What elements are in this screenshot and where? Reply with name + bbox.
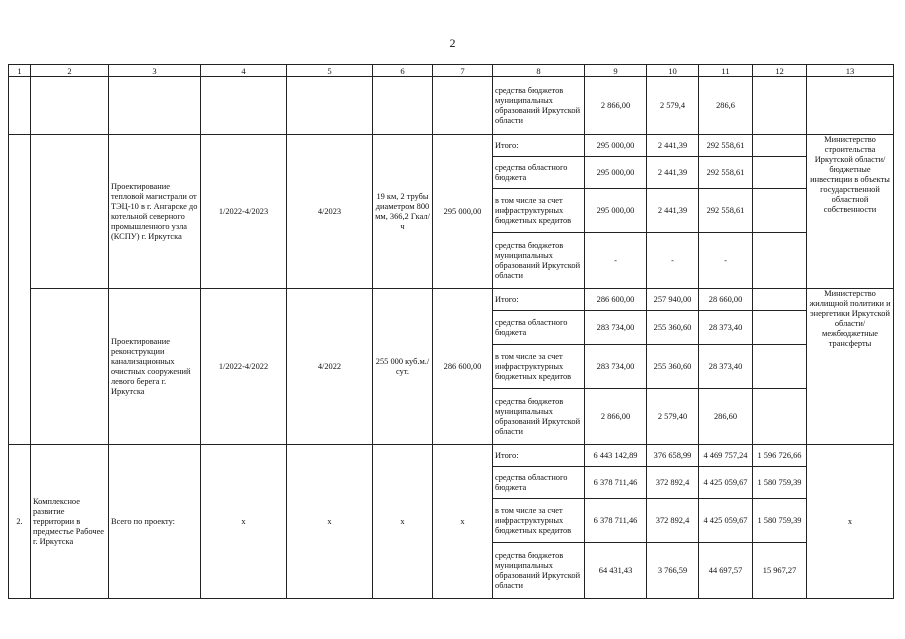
- funding-source: средства бюджетов муниципальных образований Иркутской области: [493, 389, 585, 445]
- funding-source: средства областного бюджета: [493, 157, 585, 189]
- funding-source: средства областного бюджета: [493, 311, 585, 345]
- value-cell: 2 866,00: [585, 389, 647, 445]
- value-cell: 1 596 726,66: [753, 445, 807, 467]
- value-cell: 286,6: [699, 77, 753, 135]
- col-header: 12: [753, 65, 807, 77]
- project-period: 1/2022-4/2023: [201, 135, 287, 289]
- funding-source: в том числе за счет инфраструктурных бюджетных кредитов: [493, 189, 585, 233]
- value-cell: [753, 157, 807, 189]
- value-cell: 3 766,59: [647, 543, 699, 599]
- column-number-row: [9, 65, 894, 77]
- value-cell: 28 660,00: [699, 289, 753, 311]
- col-header: 11: [699, 65, 753, 77]
- value-cell: 286 600,00: [585, 289, 647, 311]
- responsible-ministry: Министерство строительства Иркутской области/ бюджетные инвестиции в объекты государственной областной собственности: [807, 135, 894, 289]
- value-cell: 292 558,61: [699, 157, 753, 189]
- value-cell: 283 734,00: [585, 345, 647, 389]
- funding-source: Итого:: [493, 289, 585, 311]
- col-header: 4: [201, 65, 287, 77]
- funding-source: средства областного бюджета: [493, 467, 585, 499]
- value-cell: 2 441,39: [647, 135, 699, 157]
- value-cell: 255 360,60: [647, 345, 699, 389]
- value-cell: [753, 389, 807, 445]
- value-cell: [753, 233, 807, 289]
- col-header: 13: [807, 65, 894, 77]
- value-cell: [753, 311, 807, 345]
- value-cell: 295 000,00: [585, 135, 647, 157]
- value-cell: [753, 189, 807, 233]
- value-cell: -: [647, 233, 699, 289]
- funding-source: Итого:: [493, 135, 585, 157]
- responsible-ministry: x: [807, 445, 894, 599]
- table-row: [9, 135, 894, 157]
- project-period: x: [201, 445, 287, 599]
- value-cell: 283 734,00: [585, 311, 647, 345]
- project-capacity: 19 км, 2 трубы диаметром 800 мм, 366,2 Гкал/ч: [373, 135, 433, 289]
- funding-source: средства бюджетов муниципальных образований Иркутской области: [493, 77, 585, 135]
- row-number: 2.: [9, 445, 31, 599]
- project-capacity: 255 000 куб.м./сут.: [373, 289, 433, 445]
- table-row: [9, 289, 894, 311]
- value-cell: 6 443 142,89: [585, 445, 647, 467]
- col-header: 5: [287, 65, 373, 77]
- funding-source: в том числе за счет инфраструктурных бюджетных кредитов: [493, 499, 585, 543]
- project-end: 4/2023: [287, 135, 373, 289]
- value-cell: 2 579,40: [647, 389, 699, 445]
- value-cell: 372 892,4: [647, 499, 699, 543]
- project-area: Комплексное развитие территории в предместье Рабочее г. Иркутска: [31, 445, 109, 599]
- project-name: Проектирование реконструкции канализационных очистных сооружений левого берега г. Иркутска: [109, 289, 201, 445]
- col-header: 9: [585, 65, 647, 77]
- value-cell: 255 360,60: [647, 311, 699, 345]
- project-cost: 286 600,00: [433, 289, 493, 445]
- project-capacity: x: [373, 445, 433, 599]
- project-end: 4/2022: [287, 289, 373, 445]
- value-cell: [753, 289, 807, 311]
- value-cell: 44 697,57: [699, 543, 753, 599]
- budget-table: [8, 64, 894, 599]
- project-cost: 295 000,00: [433, 135, 493, 289]
- value-cell: 64 431,43: [585, 543, 647, 599]
- table-row: [9, 77, 894, 135]
- col-header: 1: [9, 65, 31, 77]
- project-end: x: [287, 445, 373, 599]
- value-cell: [753, 77, 807, 135]
- value-cell: 6 378 711,46: [585, 467, 647, 499]
- col-header: 6: [373, 65, 433, 77]
- value-cell: 292 558,61: [699, 189, 753, 233]
- responsible-ministry: Министерство жилищной политики и энергетики Иркутской области/ межбюджетные трансферты: [807, 289, 894, 445]
- value-cell: 1 580 759,39: [753, 467, 807, 499]
- value-cell: 372 892,4: [647, 467, 699, 499]
- value-cell: 2 866,00: [585, 77, 647, 135]
- value-cell: 2 441,39: [647, 157, 699, 189]
- value-cell: 376 658,99: [647, 445, 699, 467]
- value-cell: 292 558,61: [699, 135, 753, 157]
- value-cell: 2 441,39: [647, 189, 699, 233]
- funding-source: средства бюджетов муниципальных образований Иркутской области: [493, 233, 585, 289]
- value-cell: 295 000,00: [585, 157, 647, 189]
- value-cell: [753, 135, 807, 157]
- value-cell: 257 940,00: [647, 289, 699, 311]
- value-cell: 295 000,00: [585, 189, 647, 233]
- value-cell: 1 580 759,39: [753, 499, 807, 543]
- value-cell: 28 373,40: [699, 311, 753, 345]
- value-cell: 15 967,27: [753, 543, 807, 599]
- value-cell: 6 378 711,46: [585, 499, 647, 543]
- value-cell: [753, 345, 807, 389]
- project-name: Проектирование тепловой магистрали от ТЭЦ-10 в г. Ангарске до котельной северного промышленного узла (КСПУ) г. Иркутска: [109, 135, 201, 289]
- value-cell: 4 469 757,24: [699, 445, 753, 467]
- value-cell: 4 425 059,67: [699, 467, 753, 499]
- col-header: 3: [109, 65, 201, 77]
- value-cell: 4 425 059,67: [699, 499, 753, 543]
- funding-source: в том числе за счет инфраструктурных бюджетных кредитов: [493, 345, 585, 389]
- value-cell: 286,60: [699, 389, 753, 445]
- table-row: [9, 445, 894, 467]
- page-number: 2: [449, 36, 456, 50]
- value-cell: -: [699, 233, 753, 289]
- value-cell: 2 579,4: [647, 77, 699, 135]
- project-period: 1/2022-4/2022: [201, 289, 287, 445]
- col-header: 2: [31, 65, 109, 77]
- col-header: 10: [647, 65, 699, 77]
- value-cell: -: [585, 233, 647, 289]
- col-header: 8: [493, 65, 585, 77]
- project-cost: x: [433, 445, 493, 599]
- project-name: Всего по проекту:: [109, 445, 201, 599]
- funding-source: Итого:: [493, 445, 585, 467]
- col-header: 7: [433, 65, 493, 77]
- value-cell: 28 373,40: [699, 345, 753, 389]
- funding-source: средства бюджетов муниципальных образований Иркутской области: [493, 543, 585, 599]
